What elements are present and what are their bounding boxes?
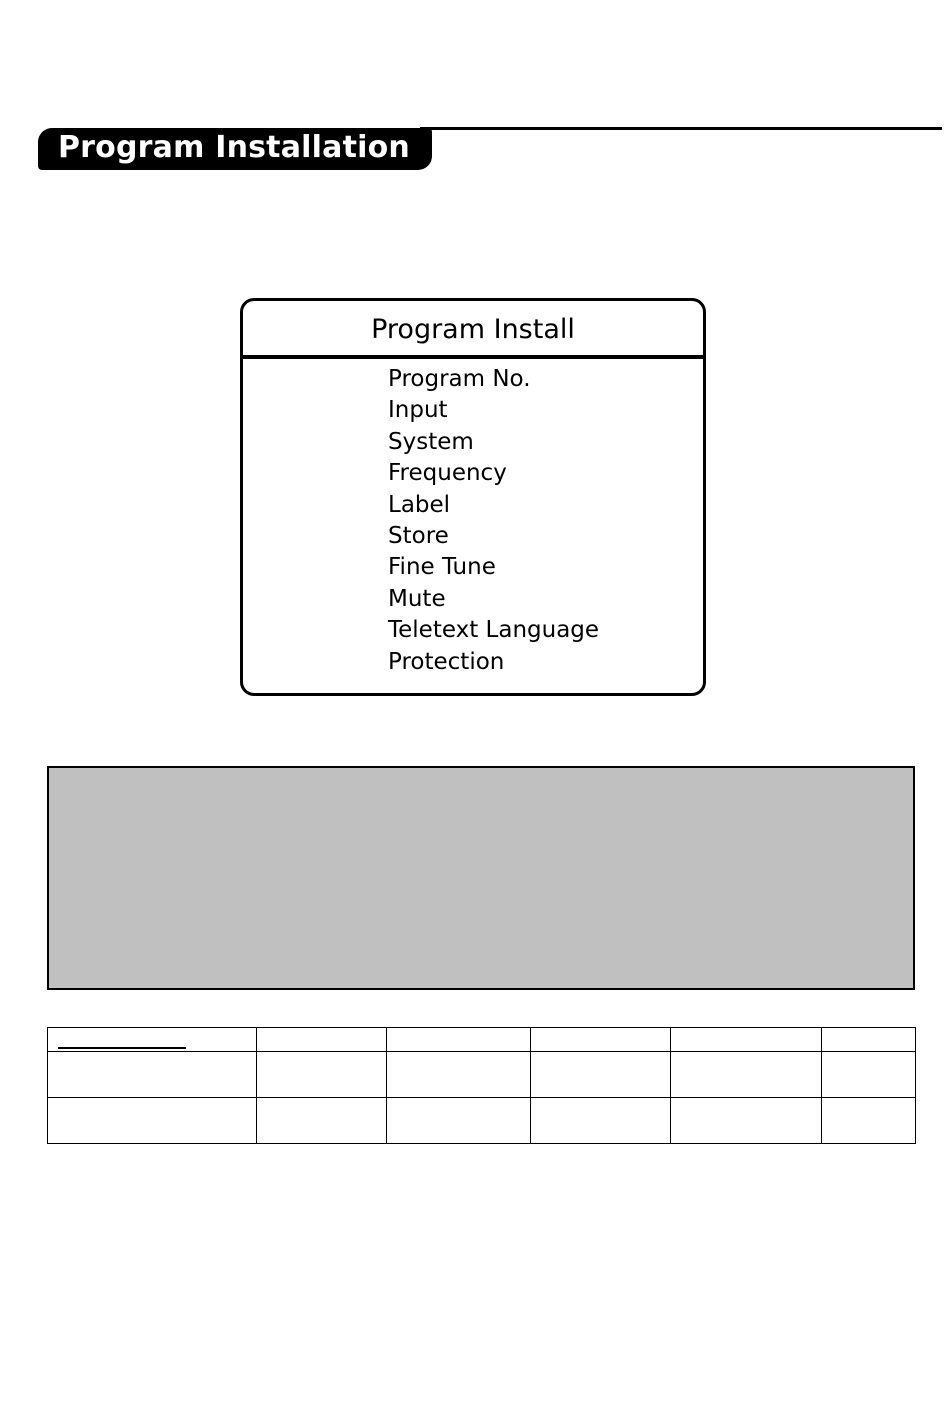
table-cell [387,1028,531,1052]
menu-item-input: Input [388,397,448,424]
header-rule [420,127,942,130]
table-cell [48,1098,257,1144]
menu-item-mute: Mute [388,585,446,612]
table-cell [671,1028,822,1052]
table-row [48,1028,916,1052]
table-cell [671,1098,822,1144]
osd-menu [240,298,706,696]
menu-item-system: System [388,428,474,455]
table-cell [48,1052,257,1098]
table-cell [822,1098,916,1144]
menu-item-label: Label [388,491,451,518]
table-cell [257,1098,387,1144]
menu-item-store: Store [388,522,449,549]
osd-menu-title: Program Install [243,301,703,359]
section-title-text: Program Installation [58,130,410,165]
table-cell [387,1098,531,1144]
table-cell [531,1098,671,1144]
table-cell [531,1028,671,1052]
section-title [38,128,432,170]
table-cell [671,1052,822,1098]
table-cell [257,1028,387,1052]
table-cell [822,1052,916,1098]
menu-item-protection: Protection [388,648,505,675]
grid-table [47,1027,916,1144]
osd-menu-items [243,359,703,678]
menu-item-program-no: Program No. [388,366,531,392]
table-cell [257,1052,387,1098]
shaded-note-panel [47,766,915,990]
table-cell [387,1052,531,1098]
underline-mark [58,1047,186,1049]
menu-item-fine-tune: Fine Tune [388,554,496,581]
table-row [48,1098,916,1144]
table-row [48,1052,916,1098]
table-cell [822,1028,916,1052]
menu-item-teletext-language: Teletext Language [388,617,600,644]
menu-item-frequency: Frequency [388,460,507,487]
table-cell [48,1028,257,1052]
table-cell [531,1052,671,1098]
